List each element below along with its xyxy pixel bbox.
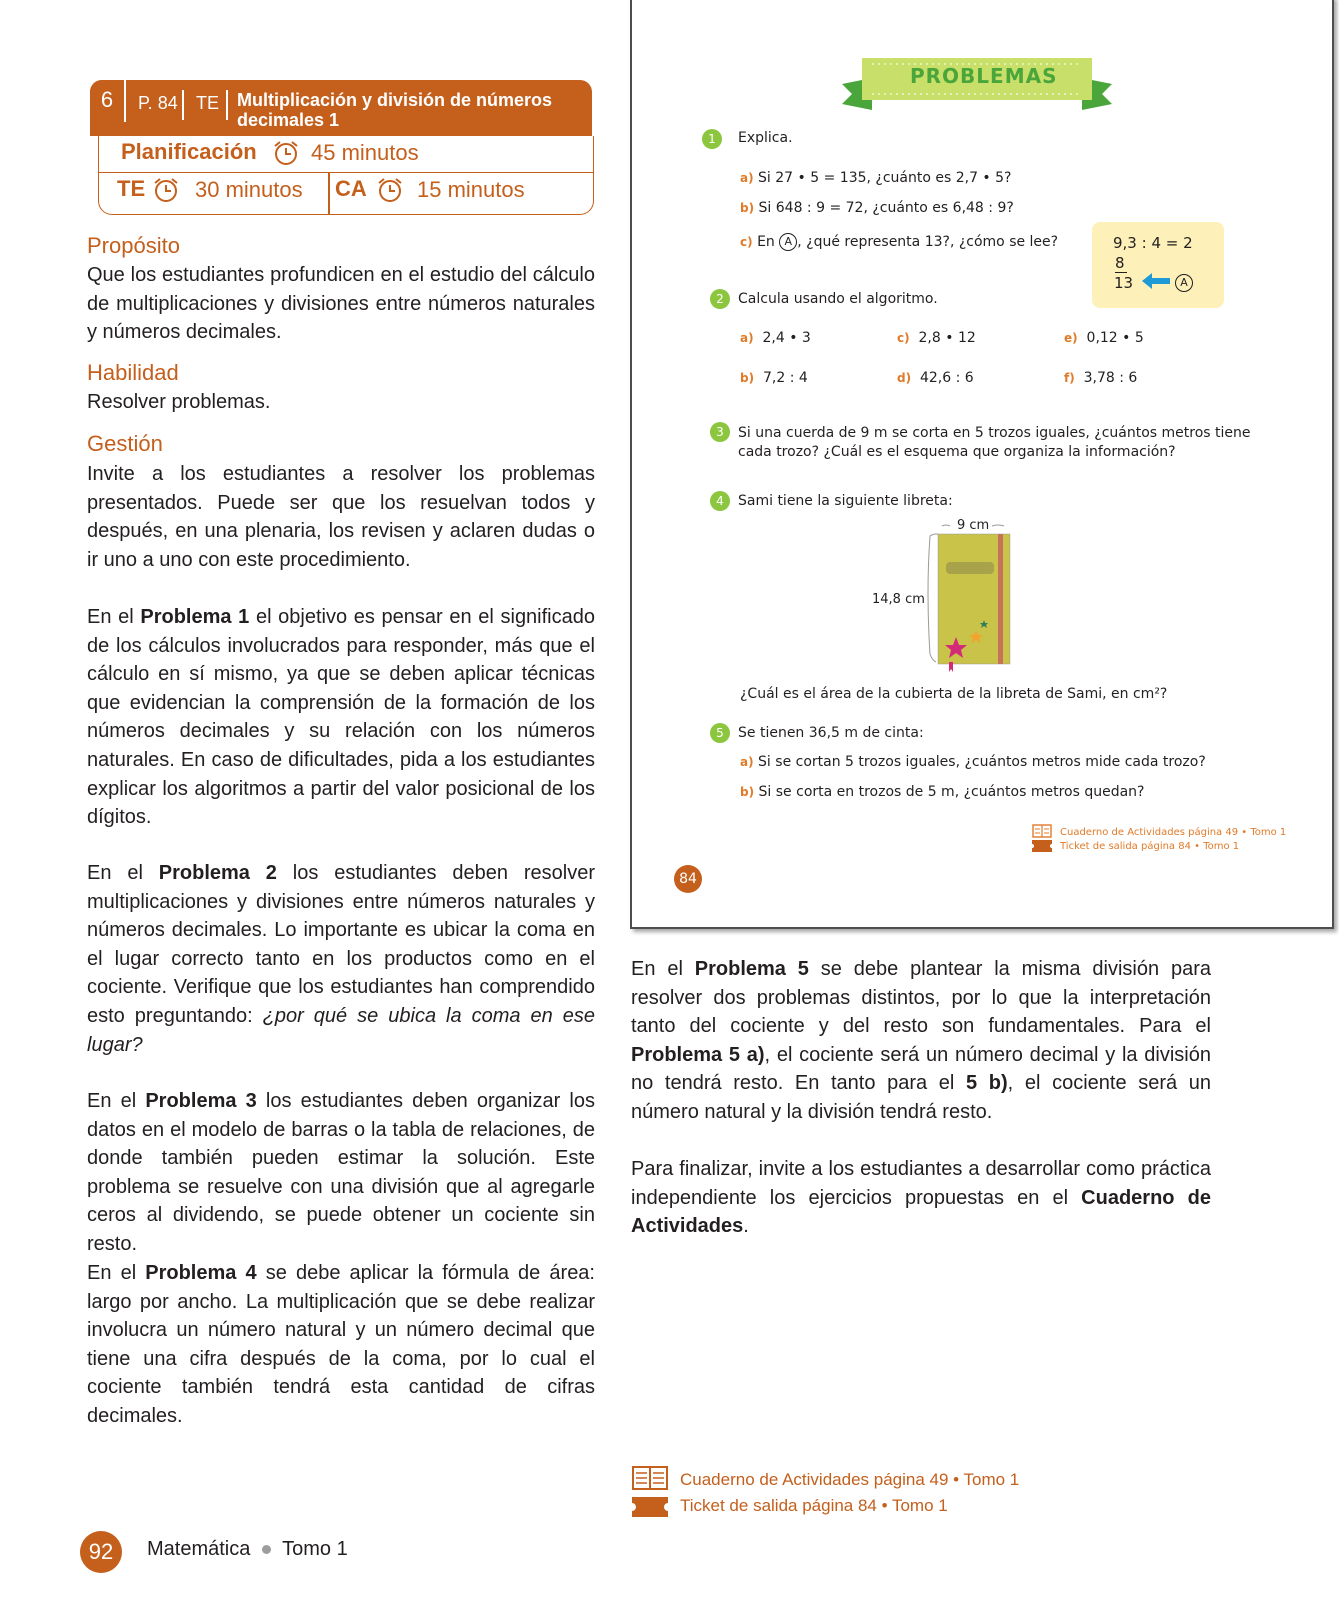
proposito-heading: Propósito	[87, 233, 180, 258]
te-time: 30 minutos	[195, 177, 303, 202]
exercise: 2,8 • 12	[918, 330, 976, 346]
habilidad-heading: Habilidad	[87, 360, 179, 385]
width-label: 9 cm	[957, 518, 990, 533]
text: Problema 3	[145, 1090, 257, 1112]
notebook-icon	[1032, 824, 1052, 838]
footer-label	[147, 1538, 348, 1561]
item-letter: a)	[740, 331, 754, 345]
ca-time: 15 minutos	[417, 177, 525, 202]
student-page	[630, 0, 1334, 929]
header-divider	[226, 90, 228, 120]
alarm-clock-icon	[375, 176, 405, 204]
cuaderno-reference: Cuaderno de Actividades página 49 • Tomo 1	[680, 1470, 1020, 1489]
ticket-icon	[1032, 840, 1052, 852]
q4-question: ¿Cuál es el área de la cubierta de la libreta de Sami, en cm²?	[740, 686, 1168, 702]
division-line: 8	[1115, 254, 1127, 273]
page-ref: P. 84	[138, 93, 178, 113]
closing-paragraph	[631, 1155, 1211, 1241]
q5-text: Se tienen 36,5 m de cinta:	[738, 725, 924, 741]
circled-a: A	[1175, 274, 1193, 292]
problema-1-paragraph	[87, 603, 595, 832]
item-letter: c)	[897, 331, 910, 345]
exercise: 42,6 : 6	[919, 370, 974, 386]
problema-3-paragraph	[87, 1087, 595, 1259]
student-page-number: 84	[674, 865, 702, 893]
item-letter: f)	[1064, 371, 1075, 385]
q5b-text: Si se corta en trozos de 5 m, ¿cuántos metros quedan?	[758, 784, 1145, 800]
text: En el	[87, 1090, 146, 1112]
dot-separator	[262, 1545, 271, 1554]
problem-number: 3	[710, 422, 730, 442]
item-letter: b)	[740, 371, 755, 385]
item-letter: c)	[740, 235, 753, 249]
text: 5 b)	[966, 1072, 1008, 1095]
book-ref: TE	[196, 93, 220, 113]
q1-text: Explica.	[738, 130, 793, 146]
subject-label: Matemática	[147, 1538, 251, 1560]
item-letter: b)	[740, 201, 755, 215]
text: .	[743, 1215, 749, 1238]
exercise: 0,12 • 5	[1086, 330, 1144, 346]
item-letter: d)	[897, 371, 912, 385]
volume-label: Tomo 1	[282, 1538, 348, 1560]
q2-text: Calcula usando el algoritmo.	[738, 291, 938, 307]
item-letter: b)	[740, 785, 755, 799]
division-remainder: 13	[1114, 274, 1134, 292]
text: se debe plantear la misma división para resolver dos problemas distintos, por lo que la interpretación tanto del cociente y del resto son fundamentales. Para el	[631, 958, 1212, 1038]
exercise: 7,2 : 4	[762, 370, 808, 386]
q5a-text: Si se cortan 5 trozos iguales, ¿cuántos metros mide cada trozo?	[758, 754, 1206, 770]
height-label: 14,8 cm	[872, 592, 925, 607]
banner-title: PROBLEMAS	[910, 64, 1058, 88]
habilidad-text: Resolver problemas.	[87, 391, 271, 413]
problema-5-paragraph	[631, 955, 1211, 1127]
arrow-left-icon	[1142, 272, 1170, 290]
q3-text: Si una cuerda de 9 m se corta en 5 trozos iguales, ¿cuántos metros tiene cada trozo? ¿Cuál es el esquema que organiza la información?	[738, 425, 1251, 460]
text: Problema 5	[694, 958, 809, 980]
text: Problema 1	[140, 606, 250, 628]
ca-label: CA	[335, 176, 367, 201]
text: el objetivo es pensar en el significado de los cálculos involucrados para responder, más que el cálculo en sí mismo, ya que se deben aplicar técnicas que evidencian la comprensión de la formación de los números decimales y su relación con los números naturales. En caso de dificultades, pida a los estudiantes explicar los algoritmos a partir del valor posicional de los dígitos.	[87, 606, 595, 829]
text: , el cociente será un número decimal y la división no tendrá resto. En tanto para el	[631, 1043, 1211, 1095]
header-divider	[182, 90, 184, 120]
q4-text: Sami tiene la siguiente libreta:	[738, 493, 953, 509]
alarm-clock-icon	[271, 139, 301, 167]
cuaderno-ref: Cuaderno de Actividades página 49 • Tomo 1	[1060, 827, 1287, 838]
gestion-text: Invite a los estudiantes a resolver los problemas presentados. Puede ser que los resuelvan todos y después, en una plenaria, los revisen y aclaren dudas o ir uno a uno con este procedimiento.	[87, 463, 595, 571]
notebook-illustration	[922, 522, 1022, 674]
lesson-title: Multiplicación y división de números decimales 1	[237, 90, 553, 130]
alarm-clock-icon	[151, 176, 181, 204]
planning-box	[98, 136, 594, 215]
text: Problema 2	[158, 862, 277, 884]
text: En el	[87, 862, 159, 884]
text: , el cociente será un número natural y la división tendrá resto.	[631, 1072, 1212, 1123]
notebook-icon	[632, 1465, 668, 1491]
q1b-text: Si 648 : 9 = 72, ¿cuánto es 6,48 : 9?	[758, 200, 1014, 216]
planificacion-label: Planificación	[121, 139, 257, 164]
row-divider	[328, 173, 330, 214]
text: Cuaderno de Actividades	[631, 1186, 1211, 1238]
text: En el	[87, 1262, 146, 1284]
problema-4-paragraph	[87, 1259, 595, 1431]
exercise: 2,4 • 3	[762, 330, 811, 346]
problema-2-paragraph	[87, 859, 595, 1059]
text: Para finalizar, invite a los estudiantes a desarrollar como práctica independiente los ejercicios propuestas en el	[631, 1158, 1211, 1209]
text: En el	[87, 606, 141, 628]
proposito-text: Que los estudiantes profundicen en el estudio del cálculo de multiplicaciones y divisiones entre números naturales y números decimales.	[87, 264, 595, 344]
circled-a: A	[779, 233, 797, 251]
text: , ¿qué representa 13?, ¿cómo se lee?	[797, 234, 1059, 250]
problem-number: 5	[710, 723, 730, 743]
exercise: 3,78 : 6	[1083, 370, 1138, 386]
ticket-ref: Ticket de salida página 84 • Tomo 1	[1060, 841, 1240, 852]
planificacion-time: 45 minutos	[311, 140, 419, 165]
text: En el	[631, 958, 695, 980]
item-letter: e)	[1064, 331, 1078, 345]
text: los estudiantes deben resolver multiplicaciones y divisiones entre números naturales y números decimales. Lo importante es ubicar la coma en el lugar correcto tanto en los productos como en el cociente. Verifique que los estudiantes han comprendido esto preguntando:	[87, 862, 595, 1027]
q1a-text: Si 27 • 5 = 135, ¿cuánto es 2,7 • 5?	[758, 170, 1012, 186]
text: se debe aplicar la fórmula de área: largo por ancho. La multiplicación que se debe realizar involucra un número natural y un número decimal que tiene una cifra después de la coma, por lo cual el cociente también tendrá esta cantidad de cifras decimales.	[87, 1262, 595, 1427]
problem-number: 2	[710, 289, 730, 309]
ticket-reference: Ticket de salida página 84 • Tomo 1	[680, 1496, 948, 1515]
gestion-heading: Gestión	[87, 431, 163, 456]
text: En	[757, 234, 780, 250]
planning-row	[99, 136, 593, 173]
text: ¿por qué se ubica la coma en ese lugar?	[87, 1004, 595, 1056]
te-label: TE	[117, 176, 146, 201]
item-letter: a)	[740, 171, 754, 185]
text: los estudiantes deben organizar los datos en el modelo de barras o la tabla de relaciones, de donde también pueden estimar la solución. Este problema se resuelve con una división que al agregarle ceros al dividendo, se puede obtener un cociente sin resto.	[87, 1090, 595, 1255]
page-number: 92	[80, 1531, 122, 1573]
text: Problema 5 a)	[631, 1043, 765, 1066]
division-line: 9,3 : 4 = 2	[1113, 234, 1193, 252]
problem-number: 4	[710, 491, 730, 511]
ticket-icon	[632, 1497, 668, 1517]
item-letter: a)	[740, 755, 754, 769]
text: Problema 4	[145, 1262, 257, 1284]
lesson-number: 6	[90, 80, 126, 122]
problem-number: 1	[702, 129, 722, 149]
